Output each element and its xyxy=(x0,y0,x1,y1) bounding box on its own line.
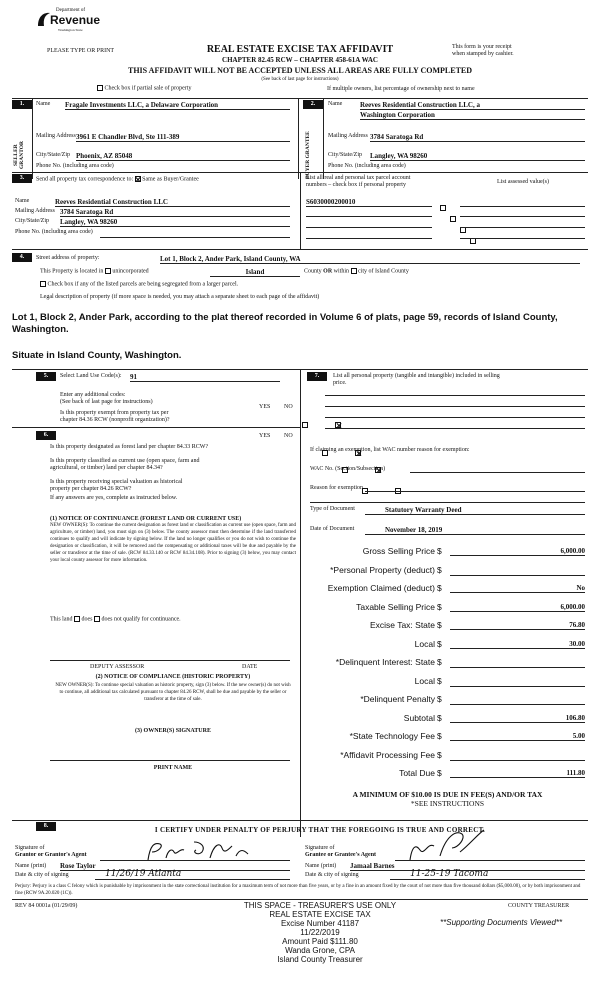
s5-yes: YES xyxy=(259,404,271,410)
tax-row-value: 30.00 xyxy=(450,640,585,649)
seller-name: Fragale Investments LLC, a Delaware Corporation xyxy=(65,101,290,110)
segregated-line xyxy=(40,281,238,288)
parcel-2-personal-checkbox[interactable] xyxy=(450,216,456,222)
tax-row-label: Exemption Claimed (deduct) xyxy=(327,583,435,593)
tax-row-dollar: $ xyxy=(437,583,442,593)
correspondence-send xyxy=(36,176,199,183)
grantor-name: Rose Taylor xyxy=(60,862,290,871)
section-6-number: 6. xyxy=(36,431,56,440)
tax-row xyxy=(300,581,590,600)
tax-row-label: *Delinquent Penalty xyxy=(360,694,435,704)
seller-side-label: SELLER GRANTOR xyxy=(13,141,25,170)
tax-row-value xyxy=(450,695,585,705)
tax-row xyxy=(300,692,590,711)
partial-sale-label: Check box if partial sale of property xyxy=(104,85,192,92)
grantor-name-label: Name (print) xyxy=(15,863,47,869)
within-city-checkbox[interactable] xyxy=(351,268,357,274)
tax-row-value xyxy=(450,566,585,576)
multiple-owners-note: If multiple owners, list percentage of ownership next to name xyxy=(327,86,475,92)
segregated-checkbox[interactable] xyxy=(40,281,46,287)
section-2-number: 2. xyxy=(303,100,323,109)
exempt-q2: chapter 84.36 RCW (nonprofit organization)? xyxy=(60,417,170,423)
buyer-city-label: City/State/Zip xyxy=(328,152,362,158)
land-qualify-line xyxy=(50,616,181,623)
print-name-label: PRINT NAME xyxy=(153,765,193,771)
tax-row-label: Local xyxy=(414,638,435,649)
section-8-number: 8. xyxy=(36,822,56,831)
tax-row-dollar: $ xyxy=(437,601,442,612)
tax-row-label: Total Due xyxy=(399,768,435,778)
correspondence-send-label: Send all property tax correspondence to: xyxy=(36,176,134,183)
city-of-label: city of Island County xyxy=(358,268,409,275)
grantee-date-city: 11-25-19 Tacoma xyxy=(390,869,585,880)
land-use-code: 91 xyxy=(130,373,280,382)
grantor-sig-label-2: Grantor or Grantor's Agent xyxy=(15,852,87,858)
grantor-date-city: 11/26/19 Atlanta xyxy=(95,869,290,880)
tax-row xyxy=(300,600,590,619)
tax-row-label: *Delinquent Interest: State xyxy=(335,657,435,667)
tax-row-dollar: $ xyxy=(437,749,442,760)
county-name: Island xyxy=(210,268,300,277)
same-as-buyer-checkbox[interactable] xyxy=(135,176,141,182)
parcel-label-2: numbers – check box if personal property xyxy=(306,182,406,188)
notice2-title: (2) NOTICE OF COMPLIANCE (HISTORIC PROPERTY) xyxy=(95,674,251,680)
within-word: within xyxy=(333,268,350,275)
this-land-label: This land xyxy=(50,616,73,623)
tax-row xyxy=(300,748,590,767)
section-1-number: 1. xyxy=(12,100,32,109)
tax-row-value: 6,000.00 xyxy=(450,603,585,612)
parcel-label-1: List all real and personal tax parcel account xyxy=(306,175,411,181)
or-word: OR xyxy=(323,268,333,275)
grantee-sig-label-2: Grantee or Grantee's Agent xyxy=(305,852,377,858)
section-7-number: 7. xyxy=(307,372,327,381)
corr-mailing: 3784 Saratoga Rd xyxy=(60,208,290,217)
unincorporated-label: unincorporated xyxy=(112,268,149,275)
street-label: Street address of property: xyxy=(36,255,100,261)
treasurer-stamp xyxy=(240,910,400,964)
tax-row xyxy=(300,618,590,637)
doc-date: November 18, 2019 xyxy=(365,526,585,535)
grantor-signature-icon xyxy=(140,838,270,864)
tax-row-value: No xyxy=(450,584,585,593)
forest-q: Is this property designated as forest land per chapter 84.33 RCW? xyxy=(50,444,209,450)
seller-mailing: 3961 E Chandler Blvd, Ste 111-389 xyxy=(76,133,290,142)
located-prefix: This Property is located in xyxy=(40,268,104,275)
tax-row-value: 5.00 xyxy=(450,732,585,741)
s6-no: NO xyxy=(284,433,293,439)
supporting-docs-note: **Supporting Documents Viewed** xyxy=(440,918,563,927)
receipt-note-1: This form is your receipt xyxy=(452,44,512,50)
minimum-due-line2: *SEE INSTRUCTIONS xyxy=(410,799,485,808)
section-4-number: 4. xyxy=(12,253,32,262)
legal-description: Lot 1, Block 2, Ander Park, according to the plat thereof recorded in Volume 6 of plats, page 59, records of Island County, Washington. xyxy=(12,312,558,335)
tax-row-value: 106.80 xyxy=(450,714,585,723)
form-warning: THIS AFFIDAVIT WILL NOT BE ACCEPTED UNLESS ALL AREAS ARE FULLY COMPLETED xyxy=(127,66,473,75)
does-not-label: does not qualify for continuance. xyxy=(101,616,181,623)
parcel-4-personal-checkbox[interactable] xyxy=(470,238,476,244)
additional-codes-2: (See back of last page for instructions) xyxy=(60,399,153,405)
doc-type-label: Type of Document xyxy=(310,506,355,512)
corr-phone-label: Phone No. (including area code) xyxy=(15,229,93,235)
grantee-name: Jamaal Barnes xyxy=(350,862,585,871)
receipt-note-2: when stamped by cashier. xyxy=(452,51,514,57)
tax-row-dollar: $ xyxy=(437,638,442,649)
tax-row xyxy=(300,544,590,563)
tax-row-value: 6,000.00 xyxy=(450,547,585,556)
corr-name-label: Name xyxy=(15,198,30,204)
tax-row-label: Gross Selling Price xyxy=(362,546,435,556)
tax-row-label: Taxable Selling Price xyxy=(356,601,435,612)
partial-sale-checkbox[interactable] xyxy=(97,85,103,91)
stamp-line-3: 11/22/2019 xyxy=(300,928,340,937)
corr-name: Reeves Residential Construction LLC xyxy=(55,198,290,207)
corr-mailing-label: Mailing Address xyxy=(15,208,55,214)
current-use-q2: agricultural, or timber) land per chapter 84.34? xyxy=(50,465,163,471)
legal-label: Legal description of property (if more space is needed, you may attach a separate sheet to each page of the affidavit) xyxy=(40,294,320,300)
doc-type: Statutory Warranty Deed xyxy=(365,506,585,515)
tax-row-label: *Personal Property (deduct) xyxy=(330,564,435,575)
doc-date-label: Date of Document xyxy=(310,526,355,532)
stamp-line-2: Excise Number 41187 xyxy=(280,919,360,928)
seller-city-label: City/State/Zip xyxy=(36,152,70,158)
please-type: PLEASE TYPE OR PRINT xyxy=(47,48,115,54)
minimum-due-line1: A MINIMUM OF $10.00 IS DUE IN FEE(S) AND/OR TAX xyxy=(352,790,543,799)
tax-row-label: *Affidavit Processing Fee xyxy=(340,749,435,760)
seller-name-label: Name xyxy=(36,101,51,107)
treasurer-use-label: THIS SPACE - TREASURER'S USE ONLY xyxy=(243,901,397,910)
tax-row-value xyxy=(450,677,585,687)
grantee-date-label: Date & city of signing xyxy=(305,872,359,878)
exempt-q1: Is this property exempt from property tax per xyxy=(60,410,169,416)
stamp-line-4: Amount Paid $111.80 xyxy=(282,937,358,946)
exemption-label: If claiming an exemption, list WAC number reason for exemption: xyxy=(310,447,470,453)
historic-q2: property per chapter 84.26 RCW? xyxy=(50,486,132,492)
tax-row-dollar: $ xyxy=(437,620,442,630)
tax-row-value: 111.80 xyxy=(450,769,585,778)
segregated-label: Check box if any of the listed parcels are being segregated from a larger parcel. xyxy=(47,281,239,288)
grantor-date-label: Date & city of signing xyxy=(15,872,69,878)
owner-signature-label: (3) OWNER(S) SIGNATURE xyxy=(135,728,211,734)
seller-phone-label: Phone No. (including area code) xyxy=(36,163,114,169)
rev-number: REV 84 0001a (01/29/09) xyxy=(15,903,78,909)
tax-row xyxy=(300,729,590,748)
tax-row-value xyxy=(450,751,585,761)
certify-statement: I CERTIFY UNDER PENALTY OF PERJURY THAT THE FOREGOING IS TRUE AND CORRECT. xyxy=(154,826,486,834)
wac-label: WAC No. (Section/Subsection) xyxy=(310,466,386,472)
tax-row xyxy=(300,674,590,693)
answers-yes-note: If any answers are yes, complete as instructed below. xyxy=(50,495,178,501)
tax-row xyxy=(300,637,590,656)
form-chapter: CHAPTER 82.45 RCW – CHAPTER 458-61A WAC xyxy=(222,56,378,64)
parcel-3-personal-checkbox[interactable] xyxy=(460,227,466,233)
grantee-name-label: Name (print) xyxy=(305,863,337,869)
tax-row xyxy=(300,711,590,730)
buyer-mailing: 3784 Saratoga Rd xyxy=(370,133,585,142)
notice2-text: NEW OWNER(S): To continue special valuation as historic property, sign (3) below. If the new owner(s) do not wish to continue, all additional tax calculated pursuant to chapter 84.26 RCW, shall be due and payable by the seller or transferor at the time of sale. xyxy=(55,683,291,702)
perjury-text: Perjury: Perjury is a class C felony which is punishable by imprisonment in the state correctional institution for a maximum term of not more than five years, or by a fine in an amount fixed by the court of not more than five thousand dollars ($5,000.00), or by both imprisonment and fine (RCW 9A.20.020 (1C)). xyxy=(15,884,581,896)
county-or-line xyxy=(304,268,409,275)
seller-city: Phoenix, AZ 85048 xyxy=(76,152,290,161)
buyer-side-label: BUYER GRANTEE xyxy=(305,131,311,179)
tax-row-label: Local xyxy=(414,675,435,686)
corr-city-label: City/State/Zip xyxy=(15,218,49,224)
form-title: REAL ESTATE EXCISE TAX AFFIDAVIT xyxy=(206,44,394,55)
does-label: does xyxy=(81,616,93,623)
grantee-sig-label-1: Signature of xyxy=(305,845,335,851)
buyer-mailing-label: Mailing Address xyxy=(328,133,368,139)
grantor-sig-label-1: Signature of xyxy=(15,845,45,851)
section-5-number: 5. xyxy=(36,372,56,381)
tax-row-label: *State Technology Fee xyxy=(349,731,435,741)
tax-row xyxy=(300,655,590,674)
tax-row xyxy=(300,766,590,785)
county-word: County xyxy=(304,268,322,275)
exempt-yes-checkbox[interactable] xyxy=(302,422,308,428)
seller-mailing-label: Mailing Address xyxy=(36,133,76,139)
stamp-line-5: Wanda Grone, CPA xyxy=(285,946,355,955)
reason-label: Reason for exemption xyxy=(310,485,363,491)
same-as-buyer-label: Same as Buyer/Grantee xyxy=(142,176,199,183)
personal-property-label-2: price. xyxy=(333,380,347,386)
stamp-line-6: Island County Treasurer xyxy=(277,955,363,964)
assessed-label: List assessed value(s) xyxy=(497,179,549,185)
additional-codes-1: Enter any additional codes: xyxy=(60,392,126,398)
logo xyxy=(36,8,101,38)
tax-row-dollar: $ xyxy=(437,731,442,741)
tax-table xyxy=(300,544,590,785)
s6-yes: YES xyxy=(259,433,271,439)
tax-row-dollar: $ xyxy=(437,564,442,575)
deputy-assessor-label: DEPUTY ASSESSOR xyxy=(90,664,145,670)
see-back-note: (See back of last page for instructions) xyxy=(261,77,339,82)
tax-row-dollar: $ xyxy=(437,546,442,556)
tax-row-dollar: $ xyxy=(437,657,442,667)
does-not-checkbox[interactable] xyxy=(94,616,100,622)
county-treasurer-label: COUNTY TREASURER xyxy=(508,903,570,909)
s5-no: NO xyxy=(284,404,293,410)
parcel-number: S6030000200010 xyxy=(306,198,432,207)
parcel-1-personal-checkbox[interactable] xyxy=(440,205,446,211)
stamp-line-1: REAL ESTATE EXCISE TAX xyxy=(269,910,371,919)
tax-row-dollar: $ xyxy=(437,694,442,704)
personal-property-label-1: List all personal property (tangible and intangible) included in selling xyxy=(333,373,500,379)
assessor-date-label: DATE xyxy=(242,664,258,670)
current-use-q1: Is this property classified as current use (open space, farm and xyxy=(50,458,200,464)
tax-row-dollar: $ xyxy=(437,675,442,686)
property-street: Lot 1, Block 2, Ander Park, Island County, WA xyxy=(160,255,580,264)
land-use-label: Select Land Use Code(s): xyxy=(60,373,122,379)
corr-city: Langley, WA 98260 xyxy=(60,218,290,227)
buyer-phone-label: Phone No. (including area code) xyxy=(328,163,406,169)
buyer-name-line2: Washington Corporation xyxy=(360,111,585,120)
notice1-text: NEW OWNER(S): To continue the current designation as forest land or classification as current use (open space, farm and agriculture, or timber) land, you must sign on (3) below. The county assessor must then determine if the land transferred continues to qualify and will indicate by signing below. If the land no longer qualifies or you do not wish to continue the designation or classification, it will be removed and the compensating or additional taxes will be due and payable by the seller or transferor at the time of sale. (RCW 84.33.140 or RCW 84.34.108). Prior to signing (3) below, you may contact your local county assessor for more information. xyxy=(50,523,296,563)
tax-row-label: Subtotal xyxy=(403,712,435,723)
located-line xyxy=(40,268,149,275)
tax-row-value xyxy=(450,658,585,668)
logo-word: Revenue xyxy=(50,13,101,27)
does-checkbox[interactable] xyxy=(74,616,80,622)
tax-row-label: Excise Tax: State xyxy=(369,620,435,630)
section-3-number: 3. xyxy=(12,174,32,183)
buyer-city: Langley, WA 98260 xyxy=(370,152,585,161)
tax-row-dollar: $ xyxy=(437,768,442,778)
notice1-title: (1) NOTICE OF CONTINUANCE (FOREST LAND OR CURRENT USE) xyxy=(50,516,242,522)
buyer-name-label: Name xyxy=(328,101,343,107)
tax-row xyxy=(300,563,590,582)
tax-row-dollar: $ xyxy=(437,712,442,723)
partial-sale-check[interactable] xyxy=(97,85,191,92)
historic-q1: Is this property receiving special valuation as historical xyxy=(50,479,183,485)
logo-dept: Department of xyxy=(56,8,86,13)
tax-row-value: 76.80 xyxy=(450,621,585,630)
logo-state: Washington State xyxy=(58,28,83,32)
grantee-signature-icon xyxy=(400,826,490,864)
situate-text: Situate in Island County, Washington. xyxy=(12,350,182,361)
unincorporated-checkbox[interactable] xyxy=(105,268,111,274)
buyer-name-line1: Reeves Residential Construction LLC, a xyxy=(360,101,585,110)
